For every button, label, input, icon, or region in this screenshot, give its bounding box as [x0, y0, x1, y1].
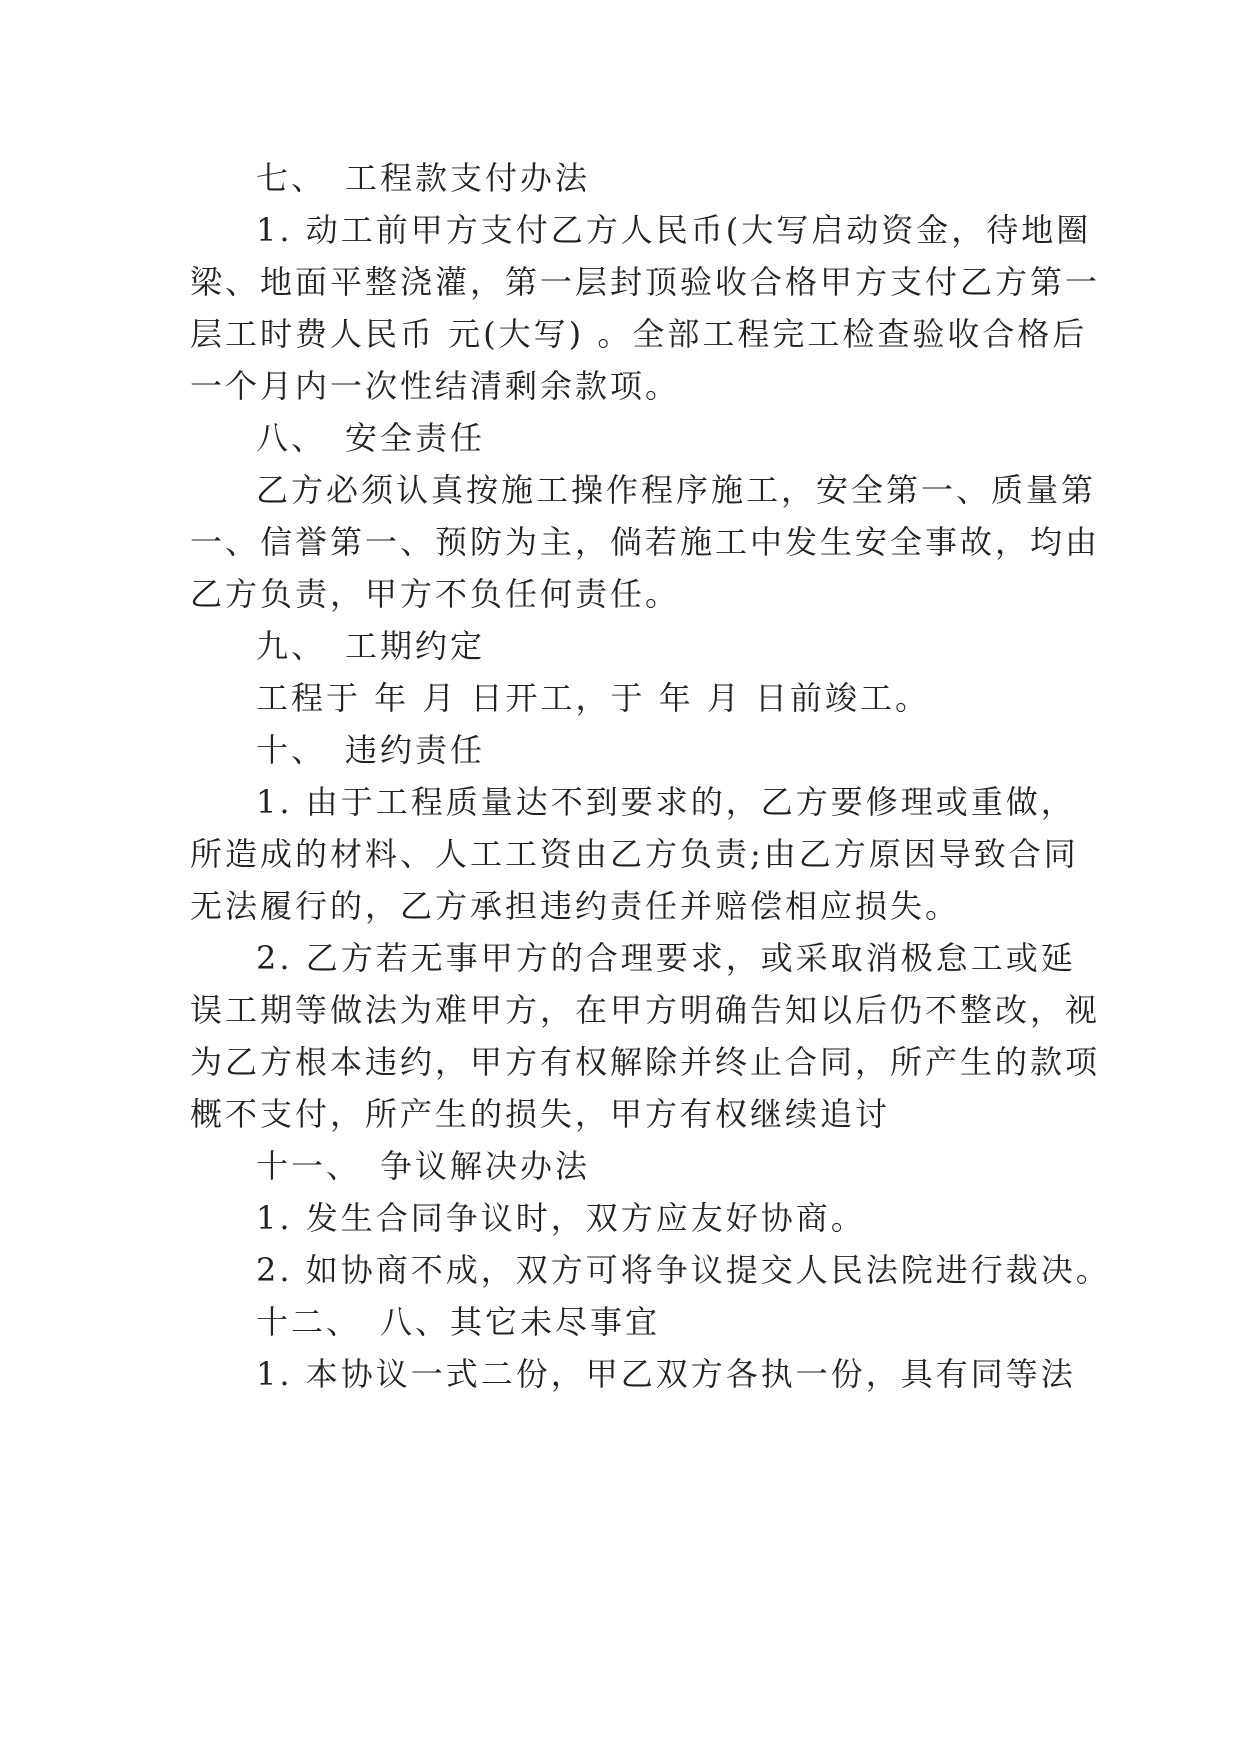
paragraph-line: 2. 乙方若无事甲方的合理要求，或采取消极怠工或延	[256, 939, 1076, 977]
paragraph-line: 1. 发生合同争议时，双方应友好协商。	[256, 1199, 866, 1237]
paragraph-line: 1. 动工前甲方支付乙方人民币(大写启动资金，待地圈	[256, 211, 1092, 249]
paragraph-line: 1. 由于工程质量达不到要求的，乙方要修理或重做，	[256, 783, 1076, 821]
paragraph-line: 无法履行的，乙方承担违约责任并赔偿相应损失。	[190, 887, 961, 925]
section-heading-11: 十一、 争议解决办法	[256, 1147, 591, 1185]
paragraph-line: 乙方必须认真按施工操作程序施工，安全第一、质量第	[256, 471, 1097, 509]
paragraph-line: 概不支付，所产生的损失，甲方有权继续追讨	[190, 1095, 891, 1133]
section-heading-9: 九、 工期约定	[256, 627, 486, 665]
paragraph-line: 1. 本协议一式二份，甲乙双方各执一份，具有同等法	[256, 1355, 1076, 1393]
paragraph-line: 为乙方根本违约，甲方有权解除并终止合同，所产生的款项	[190, 1043, 1101, 1081]
paragraph-line: 层工时费人民币 元(大写) 。全部工程完工检查验收合格后	[190, 315, 1088, 353]
paragraph-line: 一、信誉第一、预防为主，倘若施工中发生安全事故，均由	[190, 523, 1101, 561]
paragraph-line: 一个月内一次性结清剩余款项。	[190, 367, 681, 405]
section-heading-8: 八、 安全责任	[256, 419, 486, 457]
paragraph-line: 工程于 年 月 日开工，于 年 月 日前竣工。	[256, 679, 931, 717]
section-heading-7: 七、 工程款支付办法	[256, 159, 591, 197]
paragraph-line: 误工期等做法为难甲方，在甲方明确告知以后仍不整改，视	[190, 991, 1101, 1029]
section-heading-12: 十二、 八、其它未尽事宜	[256, 1303, 661, 1341]
paragraph-line: 梁、地面平整浇灌，第一层封顶验收合格甲方支付乙方第一	[190, 263, 1101, 301]
paragraph-line: 乙方负责，甲方不负任何责任。	[190, 575, 681, 613]
section-heading-10: 十、 违约责任	[256, 731, 486, 769]
paragraph-line: 所造成的材料、人工工资由乙方负责;由乙方原因导致合同	[190, 835, 1079, 873]
paragraph-line: 2. 如协商不成，双方可将争议提交人民法院进行裁决。	[256, 1251, 1111, 1289]
